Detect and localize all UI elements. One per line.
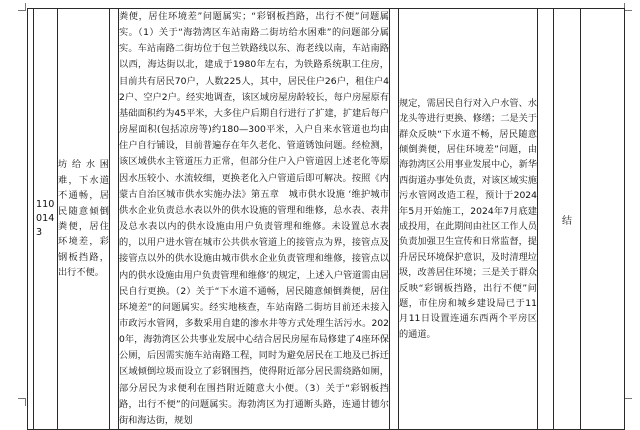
status-text: 结 xyxy=(562,215,572,227)
crop-mark xyxy=(18,3,26,11)
spacer-cell xyxy=(538,9,554,430)
remarks-cell xyxy=(581,9,625,430)
crop-mark xyxy=(624,398,632,406)
spacer-cell xyxy=(110,9,119,430)
complaint-id: 1100143 xyxy=(36,199,55,239)
rectification-cell xyxy=(399,9,538,430)
verification-cell xyxy=(119,9,390,430)
verification-text: 粪便，居住环境差”问题属实；“彩钢板挡路，出行不便”问题属实。（1）关于“海勃湾区车站南路二街坊给水困难”的问题部分属实。车站南路二街坊位于包兰铁路线以东、海老线以南，车站南路以西，海达街以北，建成于1980年左右，为铁路系统职工住房，目前共有居民70户，人数225人，其中，居民住户26户，租住户42户、空户2户。经实地调查，该区域房屋房龄较长，每户房屋原有基础面积约为45平米，大多住户后期自行进行了扩建，扩建后每户房屋面积(包括凉房等)约180—300平米，入户自来水管道也均由住户自行铺设，目前普遍存在年久老化、管道锈蚀问题。经检测，该区域供水主管道压力正常，但部分住户入户管道因上述老化等原因水压较小、水流较细，更换老化入户管道后即可解决。按照《内蒙古自治区城市供水实施办法》第五章 城市供水设施 ‘维护城市供水企业负责总水表以外的供水设施的管理和维修，总水表、表井及总水表以内的供水设施由用户负责管理和维修。未设置总水表的，以用户进水管在城市公共供水管道上的接管点为界，接管点及接管点以外的供水设施由城市供水企业负责管理和维修，接管点以内的供水设施由用户负责管理和维修’的规定，上述入户管道需由居民自行更换。（2）关于“下水道不通畅，居民随意倾倒粪便，居住环境差”的问题属实。经实地核查，车站南路二街坊目前还未接入市政污水管网，多数采用自建的渗水井等方式处理生活污水。2020年，海勃湾区公共事业发展中心结合居民房屋布局修建了4座环保公厕，后因需实施车站南路工程，同时为避免居民在工地及已拆迁区域倾倒垃圾而设立了彩钢围挡，使得附近部分居民需绕路如厕，部分居民为求便利在围挡附近随意大小便。（3）关于“彩钢板挡路，出行不便”的问题属实。海勃湾区为打通断头路，连通甘德尔街和海达街，规划 xyxy=(119,11,389,426)
complaint-table xyxy=(27,8,625,430)
table-row xyxy=(28,9,625,430)
spacer-cell xyxy=(390,9,399,430)
rectification-text: 规定，需居民自行对入户水管、水龙头等进行更换、修缮；二是关于群众反映“下水道不畅，居民随意倾倒粪便，居住环境差”问题，由海勃湾区公用事业发展中心，新华西街道办事处负责，对该区域实施污水管网改造工程，预计于2024年5月开始施工，2024年7月底建成投用，在此期间由社区工作人员负责加强卫生宣传和日常监督，提升居民环境保护意识，及时清理垃圾，改善居住环境；三是关于群众反映“彩钢板挡路，出行不便”问题，市住房和城乡建设局已于11月11日设置连通东西两个平房区的通道。 xyxy=(399,97,537,340)
crop-mark xyxy=(18,398,26,406)
crop-mark xyxy=(624,3,632,11)
issue-text: 坊给水困难，下水道不通畅，居民随意倾倒粪便，居住环境差，彩钢板挡路，出行不便。 xyxy=(58,159,109,279)
status-cell xyxy=(554,9,581,430)
complaint-id-cell xyxy=(34,9,58,430)
issue-cell xyxy=(58,9,110,430)
